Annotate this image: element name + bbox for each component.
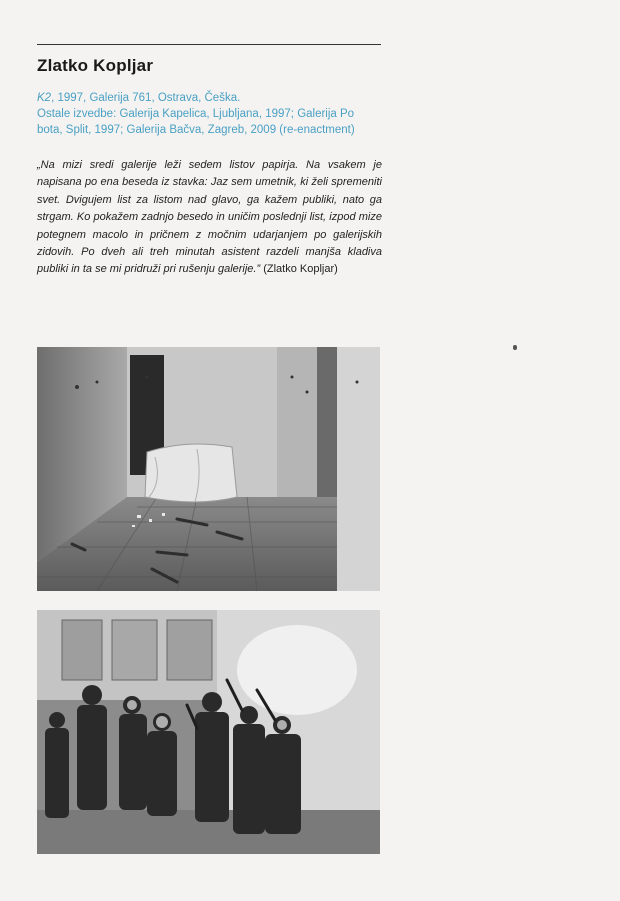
margin-speck	[513, 345, 517, 350]
work-info: , 1997, Galerija 761, Ostrava, Češka.	[51, 92, 241, 104]
work-credits	[37, 90, 387, 138]
photo-gallery-room	[37, 347, 380, 591]
photo-audience-hammers	[37, 610, 380, 854]
other-performances-line-2: bota, Split, 1997; Galerija Bačva, Zagreb, 2009 (re-enactment)	[37, 124, 355, 136]
other-performances-line-1: Ostale izvedbe: Galerija Kapelica, Ljubljana, 1997; Galerija Po	[37, 108, 355, 120]
work-title: K2	[37, 92, 52, 104]
photo-gallery-room-image	[37, 347, 380, 591]
statement-author: (Zlatko Kopljar)	[263, 263, 338, 276]
top-rule	[37, 44, 381, 45]
artist-statement	[37, 157, 382, 279]
credits-line-1	[37, 90, 387, 106]
statement-text: „Na mizi sredi galerije leži sedem listov papirja. Na vsakem je napisana po ena beseda iz stavka: Jaz sem umetnik, ki želi spremeniti svet. Dvigujem list za listom nad glavo, ga kažem publiki, nato ga strgam. Ko pokažem zadnjo besedo in uničim poslednji list, izpod mize potegnem macolo in pričnem z močnim udarjanjem po galerijskih zidovih. Po dveh ali treh minutah asistent razdeli manjša kladiva publiki in ta se mi pridruži pri rušenju galerije.”	[37, 159, 382, 276]
photo-audience-image	[37, 610, 380, 854]
page-title: Zlatko Kopljar	[37, 56, 154, 75]
